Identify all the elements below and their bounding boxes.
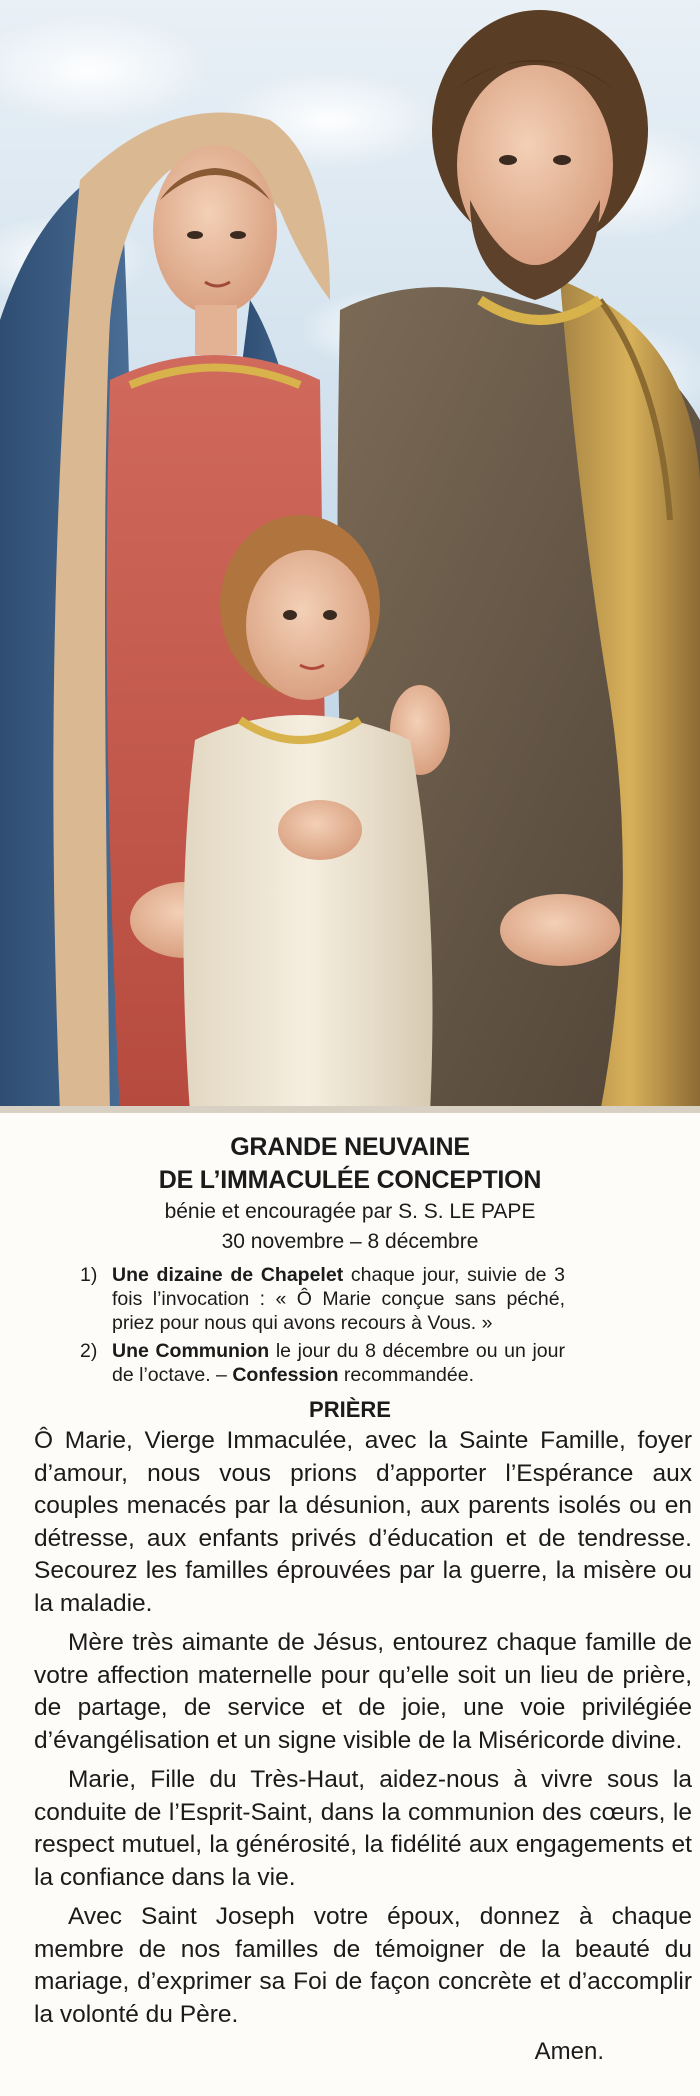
- page-title: [0, 1131, 700, 1197]
- text-section: [0, 1113, 700, 2067]
- approval-line: bénie et encouragée par S. S. LE PAPE: [164, 1200, 536, 1223]
- rule-text: le jour du 8 décembre ou un jour de l’octave. –: [112, 1340, 565, 1386]
- prayer-paragraph: Avec Saint Joseph votre époux, donnez à chaque membre de nos familles de témoigner de la beauté du mariage, d’exprimer sa Foi de façon concrète et d’accomplir la volonté du Père.: [34, 1903, 692, 2028]
- prayer-paragraph: Marie, Fille du Très-Haut, aidez-nous à vivre sous la conduite de l’Esprit-Saint, dans la communion des cœurs, le respect mutuel, la générosité, la fidélité aux engagements et la confiance dans la vie.: [34, 1766, 692, 1891]
- rule-text: chaque jour, suivie de 3 fois l’invocation : « Ô Marie conçue sans péché, priez pour nous qui avons recours à Vous. »: [112, 1264, 565, 1334]
- rule-item: [0, 1263, 700, 1335]
- amen-closing: Amen.: [534, 2038, 604, 2065]
- rule-item: [0, 1339, 700, 1387]
- rule-bold: Une dizaine de Chapelet: [112, 1264, 344, 1286]
- rule-bold-2: Confession: [232, 1364, 339, 1386]
- title-line-1: GRANDE NEUVAINE: [230, 1133, 470, 1161]
- title-line-2: DE L’IMMACULÉE CONCEPTION: [158, 1166, 542, 1194]
- prayer-paragraph: Mère très aimante de Jésus, entourez chaque famille de votre affection maternelle pour qu’elle soit un lieu de prière, de partage, de service et de joie, une voie privilégiée d’évangélisation et un signe visible de la Miséricorde divine.: [34, 1629, 692, 1754]
- rule-number: 2): [80, 1340, 98, 1362]
- dates-line: 30 novembre – 8 décembre: [221, 1230, 479, 1253]
- prayer-paragraph: Ô Marie, Vierge Immaculée, avec la Sainte Famille, foyer d’amour, nous vous prions d’apporter l’Espérance aux couples menacés par la désunion, aux parents isolés ou en détresse, aux enfants privés d’éducation et de tendresse. Secourez les familles éprouvées par la guerre, la misère ou la maladie.: [34, 1427, 692, 1617]
- rule-bold: Une Communion: [112, 1340, 270, 1362]
- rule-text-2: recommandée.: [338, 1364, 474, 1386]
- rules-list: [0, 1263, 700, 1387]
- prayer-heading: PRIÈRE: [309, 1397, 391, 1422]
- rule-number: 1): [80, 1264, 98, 1286]
